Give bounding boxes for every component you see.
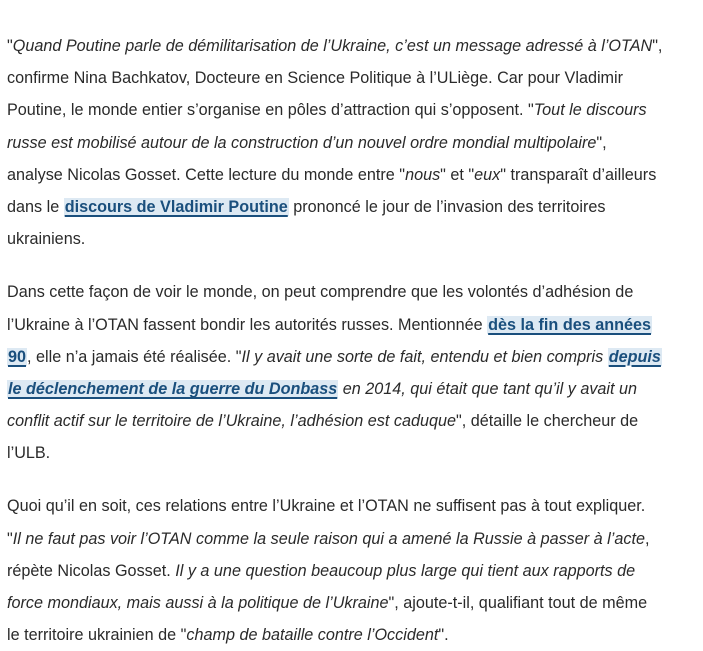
quote-text: Il y a une question beaucoup plus large qui tient aux rapports de	[175, 561, 636, 580]
text-line	[7, 127, 703, 159]
body-text: " transparaît d’ailleurs	[500, 165, 657, 184]
inline-link[interactable]: 90	[8, 347, 27, 366]
quote-text: Tout le discours	[533, 101, 647, 120]
text-line	[7, 555, 703, 587]
body-text: Quoi qu’il en soit, ces relations entre l’Ukraine et l’OTAN ne suffisent pas à tout expliquer.	[7, 497, 646, 516]
text-line	[7, 490, 703, 522]
body-text: répète Nicolas Gosset.	[7, 561, 176, 580]
body-text: ",	[652, 37, 663, 55]
text-line	[7, 94, 703, 126]
text-line	[7, 309, 703, 341]
article-paragraph	[7, 30, 703, 255]
body-text: l’ULB.	[7, 444, 51, 463]
article-body	[7, 30, 703, 651]
quote-text: en 2014, qui était que tant qu’il y avait un	[338, 379, 638, 398]
text-line	[7, 341, 703, 373]
article-paragraph	[7, 276, 703, 469]
text-line	[7, 523, 703, 555]
body-text: dans le	[7, 197, 64, 216]
body-text: Dans cette façon de voir le monde, on peut comprendre que les volontés d’adhésion de	[7, 283, 634, 302]
body-text: ukrainiens.	[7, 230, 86, 249]
body-text: ", ajoute-t-il, qualifiant tout de même	[388, 594, 648, 612]
text-line	[7, 405, 703, 437]
body-text: Poutine, le monde entier s’organise en pôles d’attraction qui s’opposent. "	[7, 101, 534, 120]
body-text: ,	[644, 529, 650, 548]
inline-link[interactable]: depuis	[608, 347, 661, 366]
body-text: , elle n’a jamais été réalisée. "	[27, 347, 242, 366]
text-line	[7, 276, 703, 308]
inline-link[interactable]: dès la fin des années	[488, 315, 651, 334]
body-text: ", détaille le chercheur de	[455, 412, 639, 431]
text-line	[7, 30, 703, 62]
quote-text: force mondiaux, mais aussi à la politique de l’Ukraine	[7, 594, 389, 612]
quote-text: nous	[405, 165, 441, 184]
body-text: l’Ukraine à l’OTAN fassent bondir les autorités russes. Mentionnée	[7, 315, 488, 334]
text-line	[7, 587, 703, 619]
quote-text: russe est mobilisé autour de la construction d’un nouvel ordre mondial multipolaire	[7, 133, 597, 152]
quote-text: Quand Poutine parle de démilitarisation de l’Ukraine, c’est un message adressé à l’OTAN	[12, 37, 653, 55]
inline-link[interactable]: discours de Vladimir Poutine	[64, 197, 288, 216]
text-line	[7, 619, 703, 651]
quote-text: eux	[474, 165, 501, 184]
body-text: "	[7, 37, 13, 55]
text-line	[7, 223, 703, 255]
body-text: prononcé le jour de l’invasion des territoires	[288, 197, 606, 216]
body-text: confirme Nina Bachkatov, Docteure en Science Politique à l’ULiège. Car pour Vladimir	[7, 69, 624, 88]
body-text: le territoire ukrainien de "	[7, 626, 187, 645]
text-line	[7, 62, 703, 94]
quote-text: Il y avait une sorte de fait, entendu et bien compris	[241, 347, 608, 366]
body-text: "	[7, 529, 13, 548]
body-text: " et "	[440, 165, 475, 184]
article-paragraph	[7, 490, 703, 651]
inline-link[interactable]: le déclenchement de la guerre du Donbass	[8, 379, 338, 398]
body-text: ".	[438, 626, 449, 645]
body-text: analyse Nicolas Gosset. Cette lecture du monde entre "	[7, 165, 406, 184]
text-line	[7, 373, 703, 405]
text-line	[7, 437, 703, 469]
quote-text: champ de bataille contre l’Occident	[186, 626, 439, 645]
text-line	[7, 159, 703, 191]
quote-text: conflit actif sur le territoire de l’Ukraine, l’adhésion est caduque	[7, 412, 456, 431]
body-text: ",	[596, 133, 607, 152]
text-line	[7, 191, 703, 223]
quote-text: Il ne faut pas voir l’OTAN comme la seule raison qui a amené la Russie à passer à l’acte	[12, 529, 645, 548]
